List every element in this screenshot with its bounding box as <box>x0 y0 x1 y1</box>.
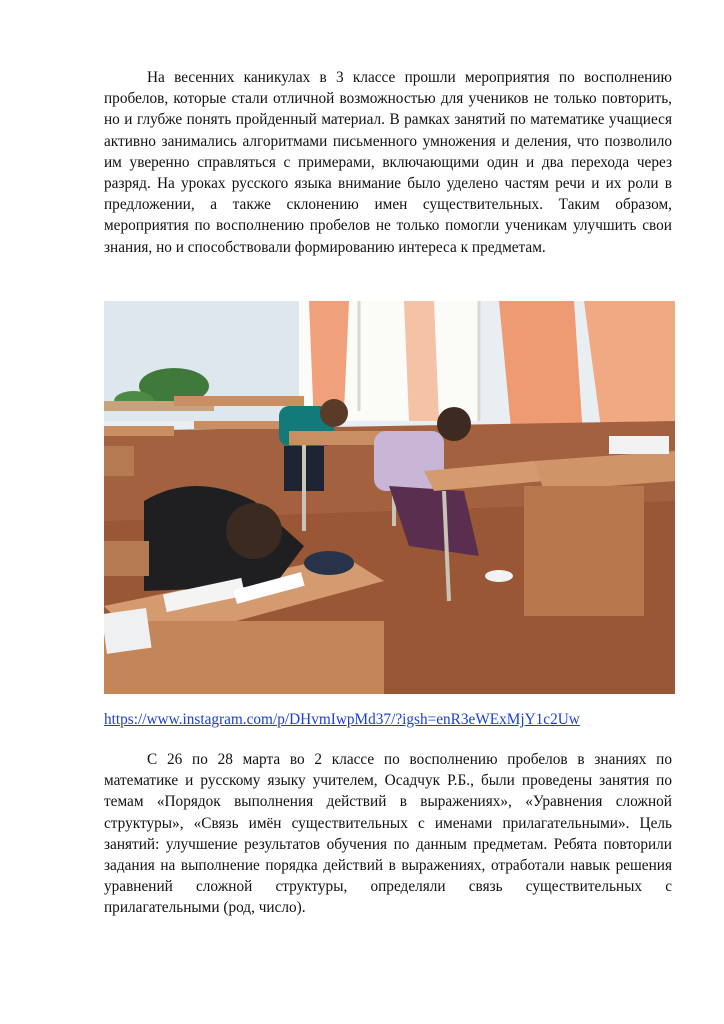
instagram-link[interactable]: https://www.instagram.com/p/DHvmIwpMd37/?igsh=enR3eWExMjY1c2Uw <box>104 711 580 728</box>
classroom-photo <box>104 301 675 694</box>
paragraph-spring-break: На весенних каникулах в 3 классе прошли мероприятия по восполнению пробелов, которые стали отличной возможностью для учеников не только повторить, но и глубже понять пройденный материал. В рамках занятий по математике учащиеся активно занимались алгоритмами письменного умножения и деления, что позволило им уверенно справляться с примерами, включающими один и два перехода через разряд. На уроках русского языка внимание было уделено частям речи и их роли в предложении, а также склонению имен существительных. Таким образом, мероприятия по восполнению пробелов не только помогли ученикам улучшить свои знания, но и способствовали формированию интереса к предметам. <box>104 69 672 256</box>
paragraph-grade-2-lessons: С 26 по 28 марта во 2 классе по восполнению пробелов в знаниях по математике и русскому языку учителем, Осадчук Р.Б., были проведены занятия по темам «Порядок выполнения действий в выражениях», «Уравнения сложной структуры», «Связь имён существительных с именами прилагательными». Цель занятий: улучшение результатов обучения по данным предметам. Ребята повторили задания на выполнение порядка действий в выражениях, отработали навык решения уравнений сложной структуры, определяли связь существительных с прилагательными (род, число). <box>104 751 672 917</box>
